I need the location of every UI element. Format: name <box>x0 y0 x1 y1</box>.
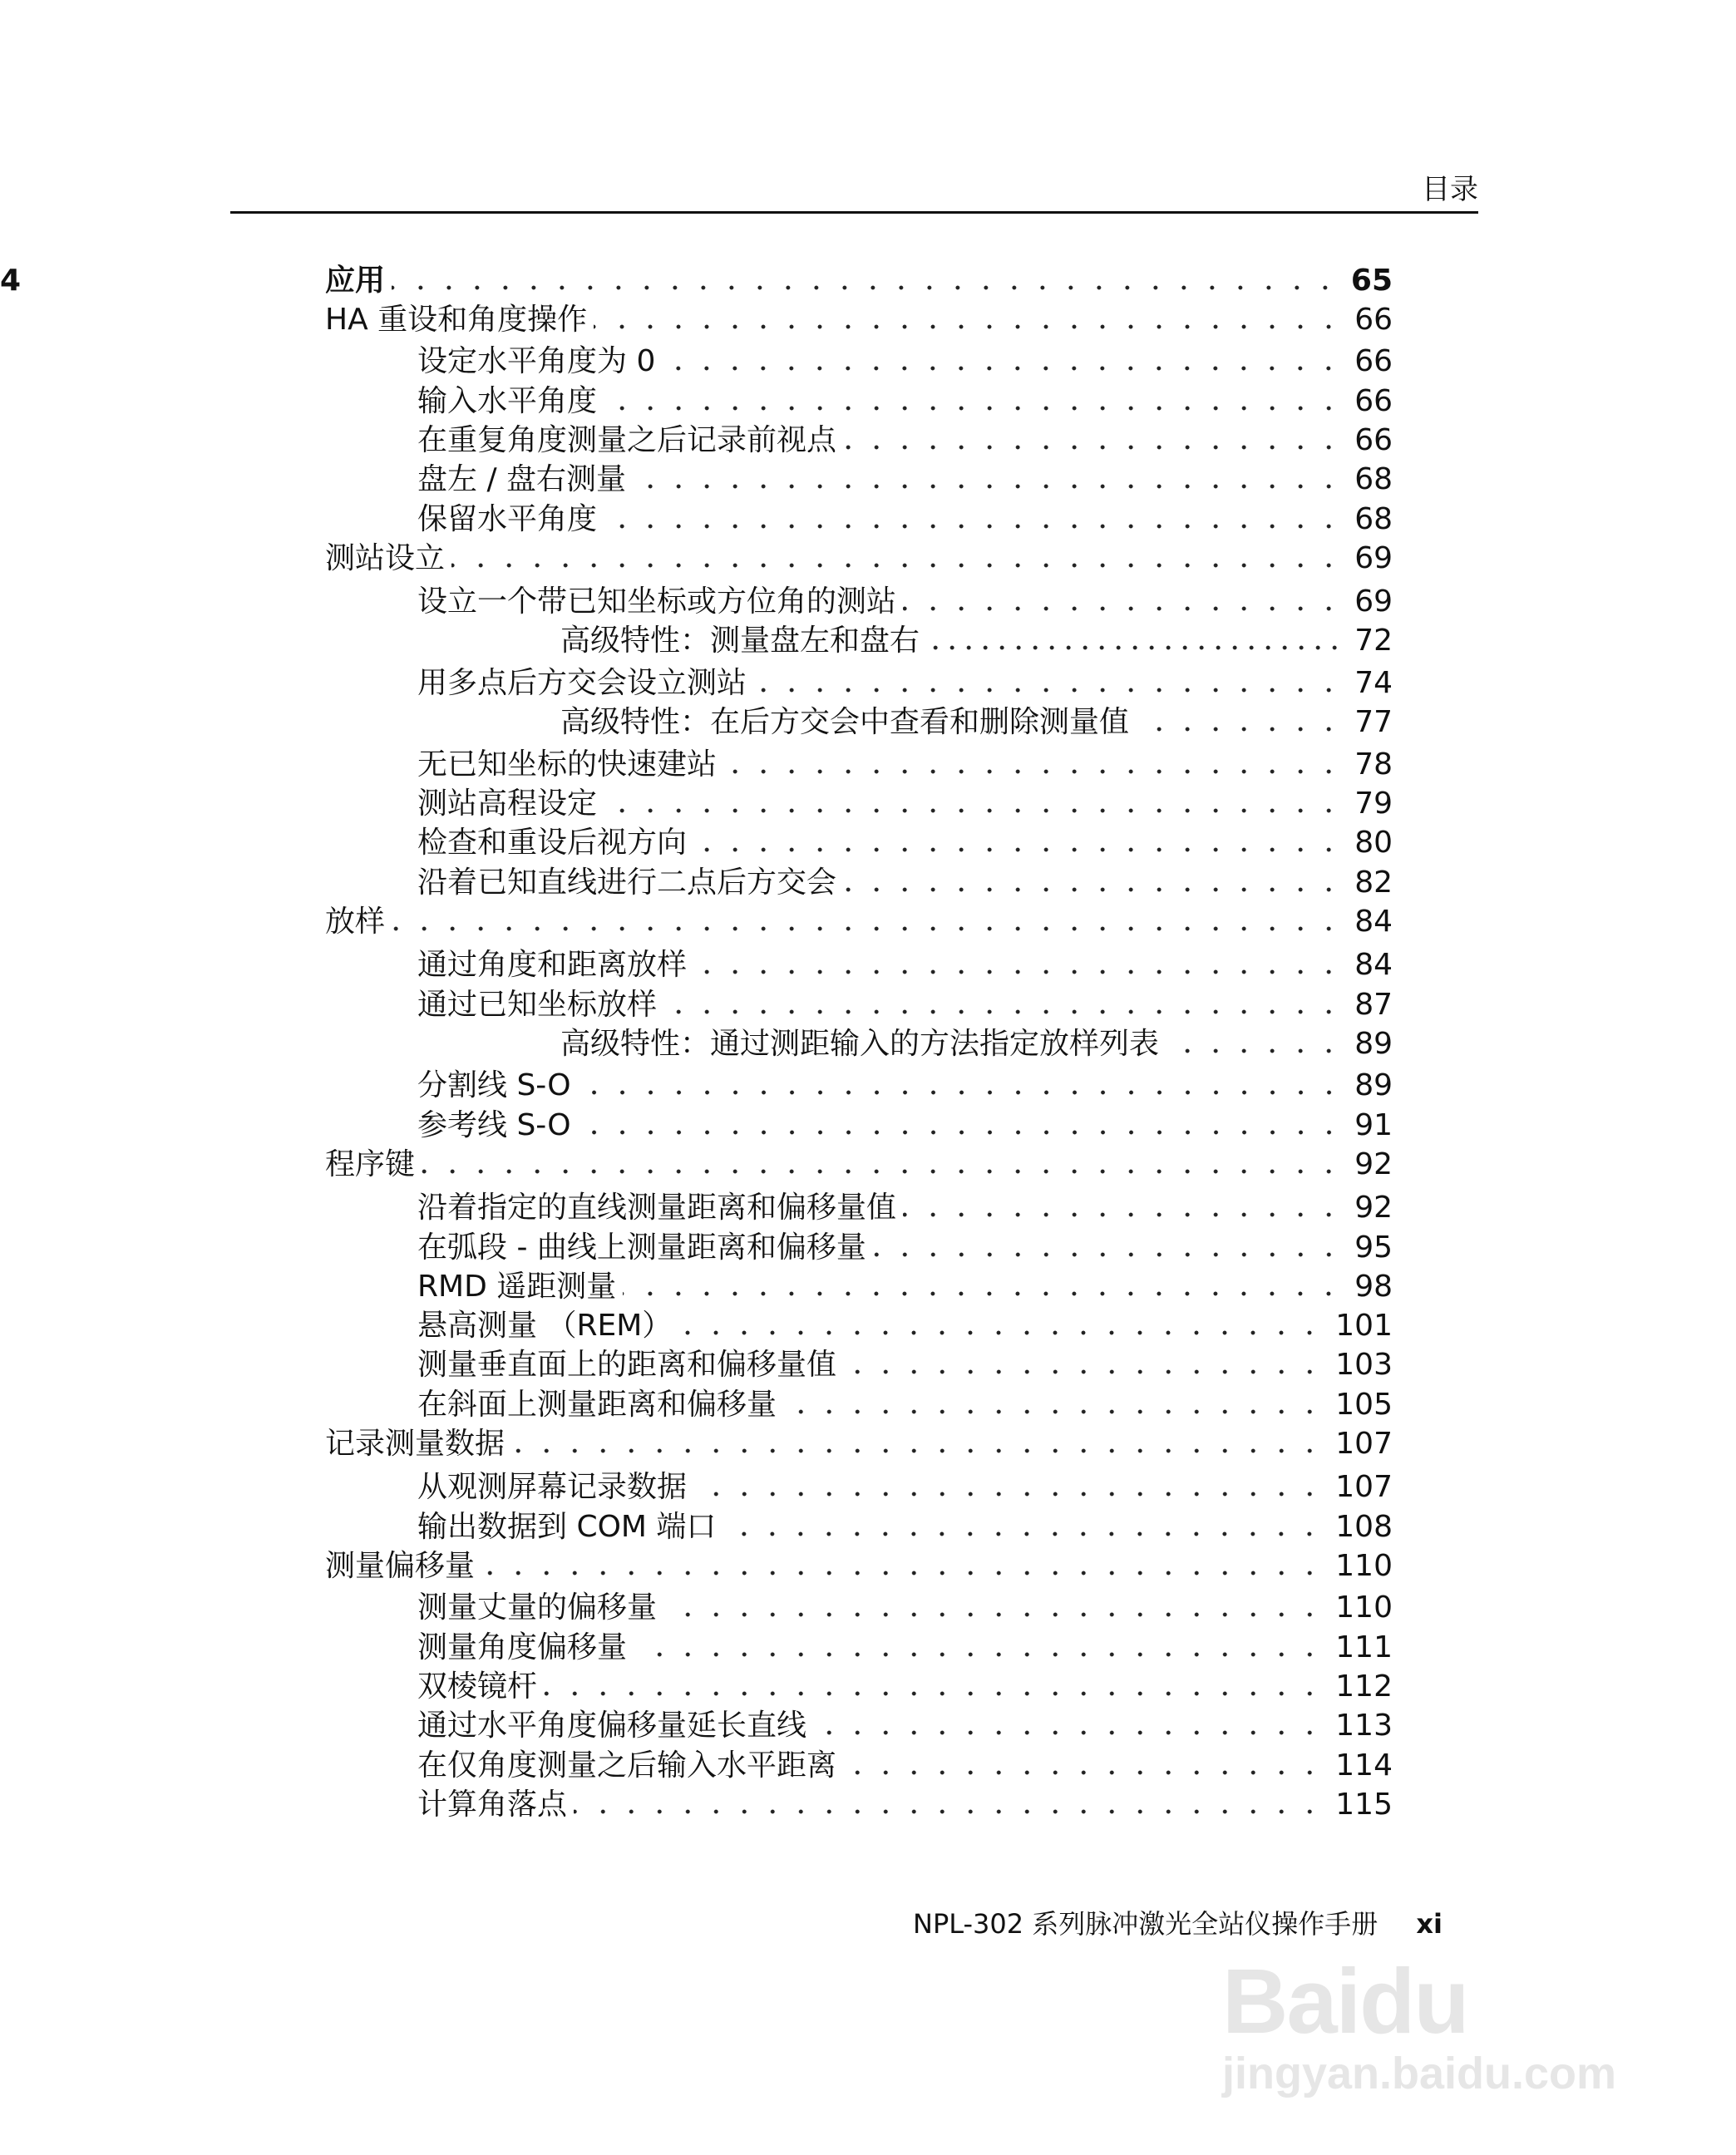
toc-entry-page: 68 <box>1354 462 1393 497</box>
toc-entry-title: 计算角落点 <box>417 1787 568 1822</box>
toc-entry[interactable] <box>417 1386 1393 1424</box>
toc-entry[interactable] <box>417 986 1393 1024</box>
toc-entry-page: 69 <box>1354 540 1393 575</box>
toc-entry-page: 113 <box>1335 1709 1393 1743</box>
toc-entry-page: 114 <box>1335 1748 1393 1783</box>
toc-entry-title: 通过角度和距离放样 <box>417 948 688 983</box>
toc-entry[interactable] <box>417 785 1393 823</box>
toc-entry-page: 115 <box>1335 1787 1393 1822</box>
toc-entry-title: 分割线 S-O <box>417 1068 571 1103</box>
toc-entry-page: 101 <box>1335 1309 1393 1344</box>
toc-entry[interactable] <box>417 1747 1393 1785</box>
toc-entry[interactable] <box>417 501 1393 539</box>
toc-entry-page: 89 <box>1354 1026 1393 1061</box>
toc-entry[interactable] <box>417 382 1393 421</box>
toc-entry-page: 65 <box>1350 263 1393 298</box>
toc-entry[interactable] <box>325 262 1393 300</box>
dot-leader <box>392 903 1348 941</box>
toc-entry[interactable] <box>417 1589 1393 1627</box>
toc-entry[interactable] <box>417 746 1393 784</box>
dot-leader <box>623 1268 1348 1306</box>
toc-entry-title: 设定水平角度为 0 <box>417 344 656 379</box>
toc-entry-title: 在仅角度测量之后输入水平距离 <box>417 1748 837 1783</box>
dot-leader <box>578 1067 1349 1105</box>
toc-entry[interactable] <box>417 946 1393 984</box>
toc-entry[interactable] <box>417 1067 1393 1105</box>
toc-entry-title: 高级特性：在后方交会中查看和删除测量值 <box>560 705 1130 740</box>
toc-entry-page: 79 <box>1354 787 1393 821</box>
toc-entry-title: 在弧段 - 曲线上测量距离和偏移量 <box>417 1230 866 1265</box>
dot-leader <box>926 622 1348 660</box>
toc-entry[interactable] <box>417 343 1393 381</box>
toc-entry-title: 输入水平角度 <box>417 383 598 418</box>
toc-entry[interactable] <box>325 1425 1393 1463</box>
toc-entry[interactable] <box>560 703 1393 742</box>
toc-entry[interactable] <box>417 1786 1393 1824</box>
toc-entry-page: 110 <box>1335 1590 1393 1625</box>
toc-entry-page: 91 <box>1354 1107 1393 1142</box>
toc-entry-title: HA 重设和角度操作 <box>325 302 588 337</box>
toc-entry-title: 设立一个带已知坐标或方位角的测站 <box>417 584 897 619</box>
watermark-url: jingyan.baidu.com <box>1222 2049 1617 2098</box>
watermark-logo: Baidu <box>1222 1950 1468 2053</box>
dot-leader <box>843 422 1348 460</box>
dot-leader <box>723 1508 1329 1546</box>
toc-entry-title: 输出数据到 COM 端口 <box>417 1509 717 1544</box>
dot-leader <box>574 1786 1329 1824</box>
running-header: 目录 <box>1422 173 1478 206</box>
toc-entry-title: 测量角度偏移量 <box>417 1630 628 1664</box>
dot-leader <box>392 262 1344 300</box>
toc-entry-title: 盘左 / 盘右测量 <box>417 462 627 497</box>
toc-entry-page: 72 <box>1354 624 1393 658</box>
dot-leader <box>693 946 1348 984</box>
dot-leader <box>903 583 1348 621</box>
toc-entry-title: 程序键 <box>325 1147 416 1182</box>
toc-entry[interactable] <box>417 1346 1393 1384</box>
toc-entry-title: 无已知坐标的快速建站 <box>417 747 718 782</box>
toc-entry[interactable] <box>417 1107 1393 1145</box>
toc-entry-title: 应用 <box>325 263 386 298</box>
toc-entry[interactable] <box>325 903 1393 941</box>
dot-leader <box>511 1425 1329 1463</box>
toc-entry-title: 测站设立 <box>325 540 446 575</box>
toc-entry[interactable] <box>417 461 1393 499</box>
manual-title: NPL-302 系列脉冲激光全站仪操作手册 <box>913 1908 1378 1940</box>
toc-entry-page: 80 <box>1354 826 1393 861</box>
dot-leader <box>813 1707 1329 1745</box>
toc-entry-page: 66 <box>1354 302 1393 337</box>
chapter-number: 4 <box>0 264 22 298</box>
dot-leader <box>663 1589 1329 1627</box>
toc-entry-title: 测量丈量的偏移量 <box>417 1590 658 1625</box>
toc-entry-page: 89 <box>1354 1068 1393 1103</box>
toc-entry-page: 112 <box>1335 1669 1393 1704</box>
toc-entry-page: 107 <box>1335 1427 1393 1461</box>
toc-entry-title: RMD 遥距测量 <box>417 1269 617 1304</box>
toc-entry[interactable] <box>417 422 1393 460</box>
dot-leader <box>634 1629 1329 1667</box>
toc-entry[interactable] <box>417 1508 1393 1546</box>
toc-entry[interactable] <box>325 301 1393 339</box>
toc-entry-title: 通过已知坐标放样 <box>417 987 658 1022</box>
toc-entry-title: 记录测量数据 <box>325 1427 506 1461</box>
toc-entry-title: 沿着已知直线进行二点后方交会 <box>417 865 837 900</box>
toc-entry-title: 从观测屏幕记录数据 <box>417 1470 688 1505</box>
dot-leader <box>843 864 1348 902</box>
dot-leader <box>873 1229 1348 1267</box>
toc-entry-title: 保留水平角度 <box>417 501 598 536</box>
toc-entry-page: 107 <box>1335 1470 1393 1505</box>
toc-entry-page: 84 <box>1354 905 1393 939</box>
toc-entry-page: 105 <box>1335 1387 1393 1422</box>
toc-entry[interactable] <box>325 1146 1393 1184</box>
toc-entry-title: 在斜面上测量距离和偏移量 <box>417 1387 777 1422</box>
dot-leader <box>1166 1025 1348 1063</box>
toc-entry-title: 用多点后方交会设立测站 <box>417 666 747 701</box>
toc-entry[interactable] <box>417 1468 1393 1507</box>
toc-entry-title: 测量偏移量 <box>325 1548 476 1583</box>
toc-entry[interactable] <box>417 1668 1393 1706</box>
dot-leader <box>594 301 1348 339</box>
page-number: xi <box>1416 1908 1443 1940</box>
toc-entry-page: 78 <box>1354 747 1393 782</box>
dot-leader <box>422 1146 1348 1184</box>
toc-entry[interactable] <box>417 864 1393 902</box>
dot-leader <box>723 746 1348 784</box>
dot-leader <box>604 382 1348 421</box>
toc-entry-page: 82 <box>1354 865 1393 900</box>
toc-entry[interactable] <box>417 583 1393 621</box>
dot-leader <box>481 1547 1329 1585</box>
dot-leader <box>633 461 1348 499</box>
dot-leader <box>843 1747 1329 1785</box>
toc-entry-page: 111 <box>1335 1630 1393 1664</box>
toc-entry-title: 测站高程设定 <box>417 787 598 821</box>
toc-entry[interactable] <box>325 540 1393 578</box>
dot-leader <box>753 664 1348 703</box>
toc-entry[interactable] <box>417 664 1393 703</box>
dot-leader <box>843 1346 1329 1384</box>
toc-entry-page: 66 <box>1354 344 1393 379</box>
page-footer <box>913 1907 1443 1940</box>
toc-entry-title: 在重复角度测量之后记录前视点 <box>417 423 837 458</box>
toc-entry-page: 84 <box>1354 948 1393 983</box>
toc-entry-title: 双棱镜杆 <box>417 1669 538 1704</box>
dot-leader <box>662 343 1348 381</box>
dot-leader <box>678 1307 1329 1345</box>
dot-leader <box>783 1386 1329 1424</box>
dot-leader <box>544 1668 1329 1706</box>
toc-entry[interactable] <box>560 1025 1393 1063</box>
toc-entry[interactable] <box>417 824 1393 862</box>
toc-entry[interactable] <box>417 1707 1393 1745</box>
toc-entry-page: 77 <box>1354 705 1393 740</box>
dot-leader <box>578 1107 1349 1145</box>
toc-entry-page: 87 <box>1354 987 1393 1022</box>
dot-leader <box>451 540 1348 578</box>
toc-entry[interactable] <box>417 1629 1393 1667</box>
toc-entry-page: 74 <box>1354 666 1393 701</box>
toc-entry[interactable] <box>417 1229 1393 1267</box>
dot-leader <box>1136 703 1348 742</box>
dot-leader <box>604 501 1348 539</box>
toc-entry-page: 103 <box>1335 1348 1393 1383</box>
dot-leader <box>903 1189 1348 1227</box>
toc-entry-page: 110 <box>1335 1548 1393 1583</box>
toc-entry-title: 检查和重设后视方向 <box>417 826 688 861</box>
dot-leader <box>693 824 1348 862</box>
dot-leader <box>663 986 1348 1024</box>
dot-leader <box>693 1468 1329 1507</box>
toc-entry-title: 参考线 S-O <box>417 1107 571 1142</box>
toc-entry-page: 98 <box>1354 1269 1393 1304</box>
header-rule <box>230 211 1478 214</box>
toc-entry[interactable] <box>417 1268 1393 1306</box>
toc-entry-title: 测量垂直面上的距离和偏移量值 <box>417 1348 837 1383</box>
toc-entry-page: 68 <box>1354 501 1393 536</box>
toc-entry-page: 66 <box>1354 383 1393 418</box>
toc-entry-title: 悬高测量 （REM） <box>417 1309 673 1344</box>
toc-entry-page: 95 <box>1354 1230 1393 1265</box>
toc-entry-title: 沿着指定的直线测量距离和偏移量值 <box>417 1191 897 1225</box>
toc-entry[interactable] <box>325 1547 1393 1585</box>
toc-entry-title: 放样 <box>325 905 386 939</box>
toc-entry[interactable] <box>560 622 1393 660</box>
toc-entry-title: 高级特性：通过测距输入的方法指定放样列表 <box>560 1026 1160 1061</box>
toc-entry[interactable] <box>417 1189 1393 1227</box>
toc-entry[interactable] <box>417 1307 1393 1345</box>
toc-entry-title: 通过水平角度偏移量延长直线 <box>417 1709 807 1743</box>
toc-entry-page: 66 <box>1354 423 1393 458</box>
toc-entry-page: 92 <box>1354 1147 1393 1182</box>
toc-entry-page: 92 <box>1354 1191 1393 1225</box>
baidu-watermark <box>1222 1950 1617 2098</box>
dot-leader <box>604 785 1348 823</box>
toc-entry-page: 69 <box>1354 584 1393 619</box>
toc-entry-page: 108 <box>1335 1509 1393 1544</box>
toc-entry-title: 高级特性：测量盘左和盘右 <box>560 624 920 658</box>
